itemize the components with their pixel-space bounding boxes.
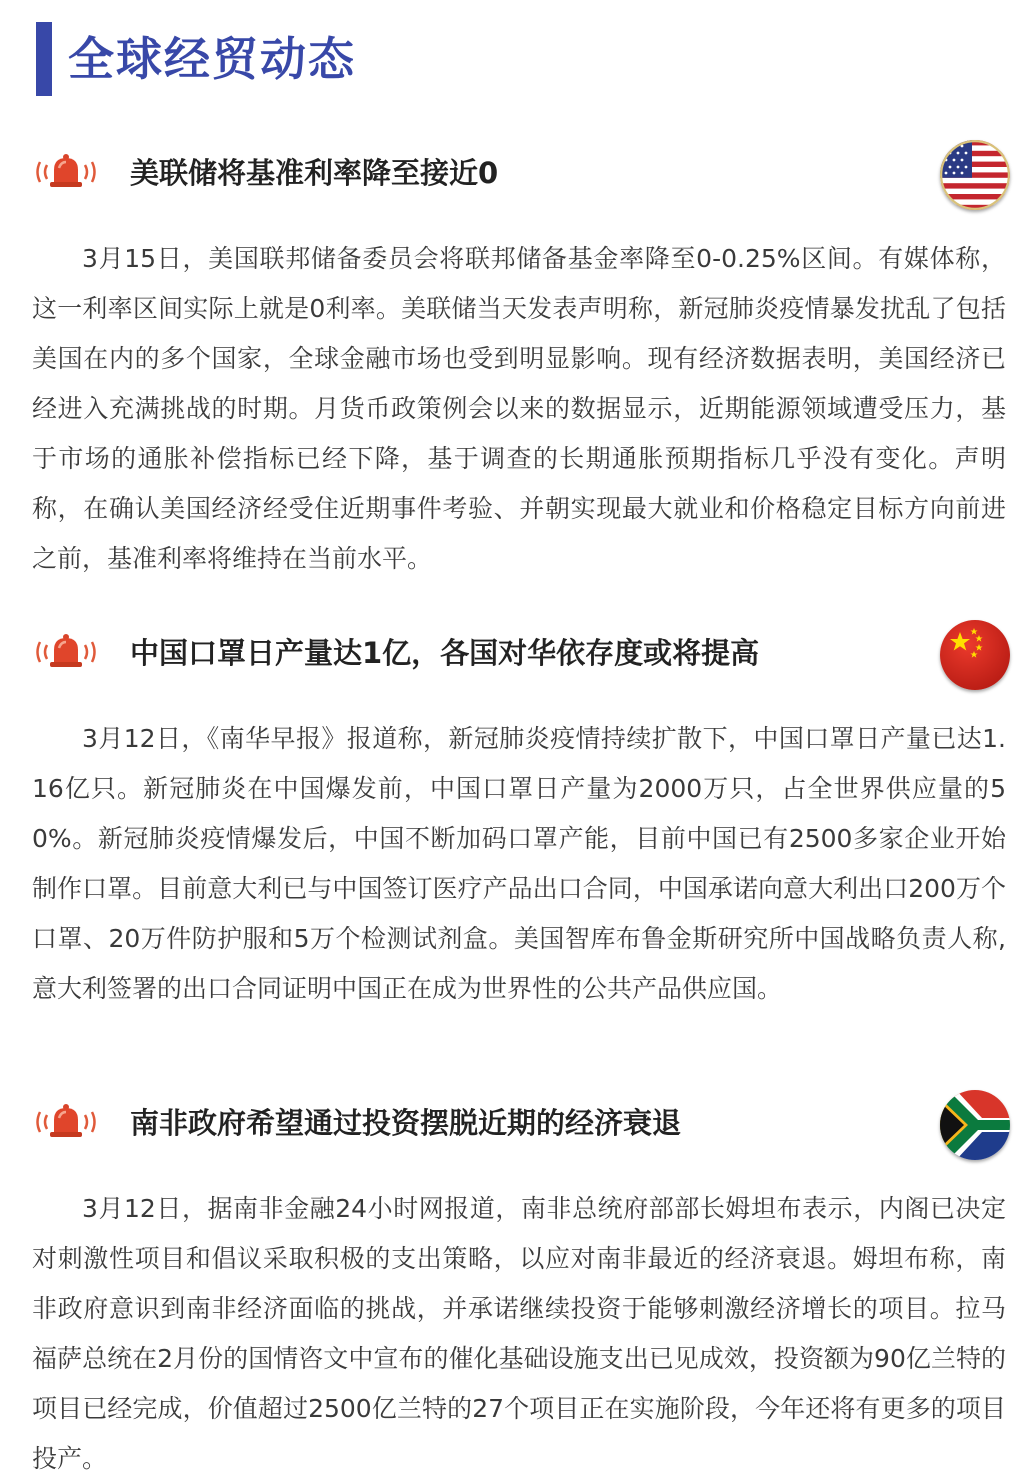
article-china-masks (0, 620, 1028, 1014)
usa-flag-icon (940, 140, 1010, 210)
article-title: 中国口罩日产量达1亿，各国对华依存度或将提高 (130, 636, 760, 670)
article-header (0, 620, 1028, 700)
page-title: 全球经贸动态 (68, 32, 356, 86)
china-flag-icon (940, 620, 1010, 690)
alarm-bell-icon (30, 632, 102, 672)
article-south-africa (0, 1090, 1028, 1484)
alarm-bell-icon (30, 152, 102, 192)
article-title: 南非政府希望通过投资摆脱近期的经济衰退 (130, 1106, 682, 1140)
article-body: 3月12日，《南华早报》报道称，新冠肺炎疫情持续扩散下，中国口罩日产量已达1.16亿只。新冠肺炎在中国爆发前，中国口罩日产量为2000万只，占全世界供应量的50%。新冠肺炎疫情爆发后，中国不断加码口罩产能，目前中国已有2500多家企业开始制作口罩。目前意大利已与中国签订医疗产品出口合同，中国承诺向意大利出口200万个口罩、20万件防护服和5万个检测试剂盒。美国智库布鲁金斯研究所中国战略负责人称,意大利签署的出口合同证明中国正在成为世界性的公共产品供应国。 (32, 724, 1006, 1003)
article-title: 美联储将基准利率降至接近0 (130, 156, 499, 190)
article-body: 3月15日，美国联邦储备委员会将联邦储备基金率降至0-0.25%区间。有媒体称，这一利率区间实际上就是0利率。美联储当天发表声明称，新冠肺炎疫情暴发扰乱了包括美国在内的多个国家，全球金融市场也受到明显影响。现有经济数据表明，美国经济已经进入充满挑战的时期。月货币政策例会以来的数据显示，近期能源领域遭受压力，基于市场的通胀补偿指标已经下降，基于调查的长期通胀预期指标几乎没有变化。声明称，在确认美国经济经受住近期事件考验、并朝实现最大就业和价格稳定目标方向前进之前，基准利率将维持在当前水平。 (32, 244, 1006, 573)
article-header (0, 140, 1028, 220)
article-header (0, 1090, 1028, 1170)
article-body: 3月12日，据南非金融24小时网报道，南非总统府部部长姆坦布表示，内阁已决定对刺激性项目和倡议采取积极的支出策略，以应对南非最近的经济衰退。姆坦布称，南非政府意识到南非经济面临的挑战，并承诺继续投资于能够刺激经济增长的项目。拉马福萨总统在2月份的国情咨文中宣布的催化基础设施支出已见成效，投资额为90亿兰特的项目已经完成，价值超过2500亿兰特的27个项目正在实施阶段，今年还将有更多的项目投产。 (32, 1194, 1006, 1473)
alarm-bell-icon (30, 1102, 102, 1142)
page-header (36, 22, 356, 96)
south-africa-flag-icon (940, 1090, 1010, 1160)
header-accent-bar (36, 22, 52, 96)
article-fed-rate (0, 140, 1028, 584)
